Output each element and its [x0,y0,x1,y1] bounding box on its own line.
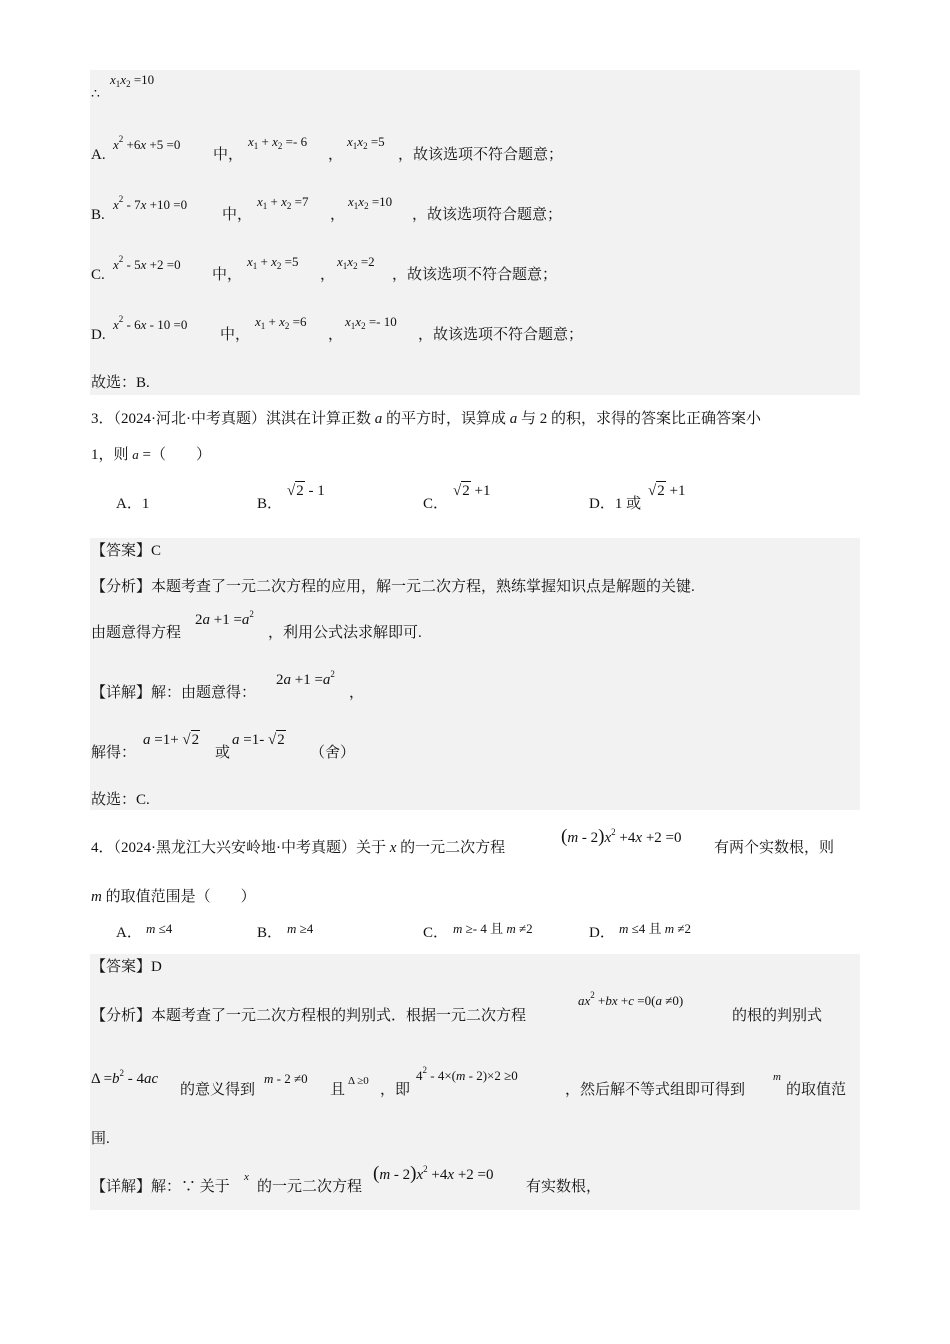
q4-option-a-label[interactable]: A． [116,925,142,941]
q4-disc-eq2: m - 2 ≠0 [264,1071,308,1086]
q3-final: 故选：C. [91,792,150,808]
q4-disc-m: m [773,1071,781,1083]
q3-option-b-label[interactable]: B． [257,496,283,512]
q4-option-d-expr[interactable]: m ≤4 且 m ≠2 [619,921,692,936]
separator: ， [330,207,346,223]
q3-solve-note: （舍） [310,745,356,761]
q3-option-d[interactable]: D．1 或 [589,496,642,512]
q3-detail-eq: $2a +1 =a^2$ [276,669,335,688]
q3-detail: 【详解】解：由题意得： [91,685,257,701]
q4-detail-post: 有实数根， [526,1179,602,1195]
given-product-eq: $x_1x_2 =10$ [110,72,155,89]
q3-analysis2-pre: 由题意得方程 [91,625,182,641]
q4-disc-eq3: Δ ≥0 [348,1075,369,1087]
therefore-symbol: ∴ [91,87,100,102]
conclusion: ，故该选项符合题意； [412,207,563,223]
q4-disc-eq4: $4^2 - 4\times(m - 2)\times 2 \ge 0$ [416,1065,518,1083]
q4-disc-t1: 的意义得到 [180,1082,256,1098]
row-label: C. [91,267,105,283]
equation: $x^2 - 7x +10 =0$ [113,194,188,212]
sum-eq: $x_1 + x_2 =6$ [255,314,307,331]
mid-text: 中， [220,327,251,343]
q4-option-c-expr[interactable]: m ≥- 4 且 m ≠2 [453,921,533,936]
product-eq: $x_1x_2 =5$ [347,134,385,151]
q3-option-c-label[interactable]: C． [423,496,449,512]
q4-disc-t4: 的取值范 [786,1082,847,1098]
q4-option-a-expr[interactable]: m ≤4 [146,921,173,936]
final-answer-q2: 故选：B. [91,375,150,391]
row-label: B. [91,207,105,223]
q4-detail-mid: 的一元二次方程 [257,1179,363,1195]
row-label: D. [91,327,106,343]
q4-disc-t5: 围. [91,1131,110,1147]
q4-option-b-expr[interactable]: m ≥4 [287,921,314,936]
conclusion: ，故该选项不符合题意； [418,327,584,343]
q3-solve-eq1: a =1+ √2 [143,732,200,748]
q4-stem-line2: m 的取值范围是（ ） [91,889,256,905]
mid-text: 中， [222,207,253,223]
q4-option-c-label[interactable]: C． [423,925,449,941]
q4-answer: 【答案】D [91,959,162,975]
q3-analysis: 【分析】本题考查了一元二次方程的应用，解一元二次方程，熟练掌握知识点是解题的关键. [91,579,695,595]
q3-solve-pre: 解得： [91,745,137,761]
q3-option-a[interactable]: A．1 [116,496,150,512]
equation: $x^2 - 6x - 10 =0$ [113,314,188,332]
q4-option-d-label[interactable]: D． [589,925,615,941]
separator: ， [320,267,336,283]
separator: ， [328,147,344,163]
q3-analysis2-eq: $2a +1 =a^2$ [195,609,254,628]
solution-panel-q2 [90,70,860,395]
q4-detail-eq: $(m - 2)x^2 +4x +2 =0$ [373,1163,494,1184]
conclusion: ，故该选项不符合题意； [392,267,558,283]
equation: $x^2 - 5x +2 =0$ [113,254,181,272]
q4-analysis-eq: $ax^2 +bx +c =0(a \ne 0)$ [578,990,684,1008]
q4-stem-line1-pre: 4．（2024·黑龙江大兴安岭地·中考真题）关于 x 的一元二次方程 [91,840,506,856]
q4-disc-eq: $\Delta =b^2 - 4ac$ [91,1068,159,1087]
q4-analysis-pre: 【分析】本题考查了一元二次方程根的判别式．根据一元二次方程 [91,1008,527,1024]
q3-answer: 【答案】C [91,543,162,559]
q3-option-d-expr[interactable]: √2 +1 [648,483,686,499]
q4-detail-x: x [244,1171,249,1183]
product-eq: $x_1x_2 =10$ [348,194,393,211]
mid-text: 中， [212,267,243,283]
q4-stem-line1-post: 有两个实数根，则 [714,840,835,856]
product-eq: $x_1x_2 =2$ [337,254,375,271]
sum-eq: $x_1 + x_2 =5$ [247,254,299,271]
q3-solve-eq2: a =1- √2 [232,732,285,748]
q4-analysis-post: 的根的判别式 [732,1008,823,1024]
mid-text: 中， [213,147,244,163]
sum-eq: $x_1 + x_2 =- 6$ [248,134,308,151]
q4-stem-eq: $(m - 2)x^2 +4x +2 =0$ [561,826,682,847]
q3-analysis2-post: ，利用公式法求解即可. [268,625,422,641]
q4-disc-t2: ，即 [380,1082,411,1098]
q4-disc-t3: ，然后解不等式组即可得到 [565,1082,746,1098]
separator: ， [328,327,344,343]
product-eq: $x_1x_2 =- 10$ [345,314,397,331]
q3-option-c-expr[interactable]: √2 +1 [453,483,491,499]
equation: $x^2 +6x +5 =0$ [113,134,181,152]
row-label: A. [91,147,106,163]
q3-option-b-expr[interactable]: √2 - 1 [287,483,325,499]
sum-eq: $x_1 + x_2 =7$ [257,194,309,211]
q4-detail-pre: 【详解】解：∵ 关于 [91,1179,230,1195]
q3-stem-line1: 3．（2024·河北·中考真题）淇淇在计算正数 a 的平方时，误算成 a 与 2 的积，求得的答案比正确答案小 [91,411,762,427]
q3-stem-line2: 1，则 a =（ ） [91,447,211,463]
q4-disc-and: 且 [330,1082,346,1098]
q3-solve-or: 或 [215,745,231,761]
q3-detail-post: ， [349,685,365,701]
conclusion: ，故该选项不符合题意； [398,147,564,163]
q4-option-b-label[interactable]: B． [257,925,283,941]
